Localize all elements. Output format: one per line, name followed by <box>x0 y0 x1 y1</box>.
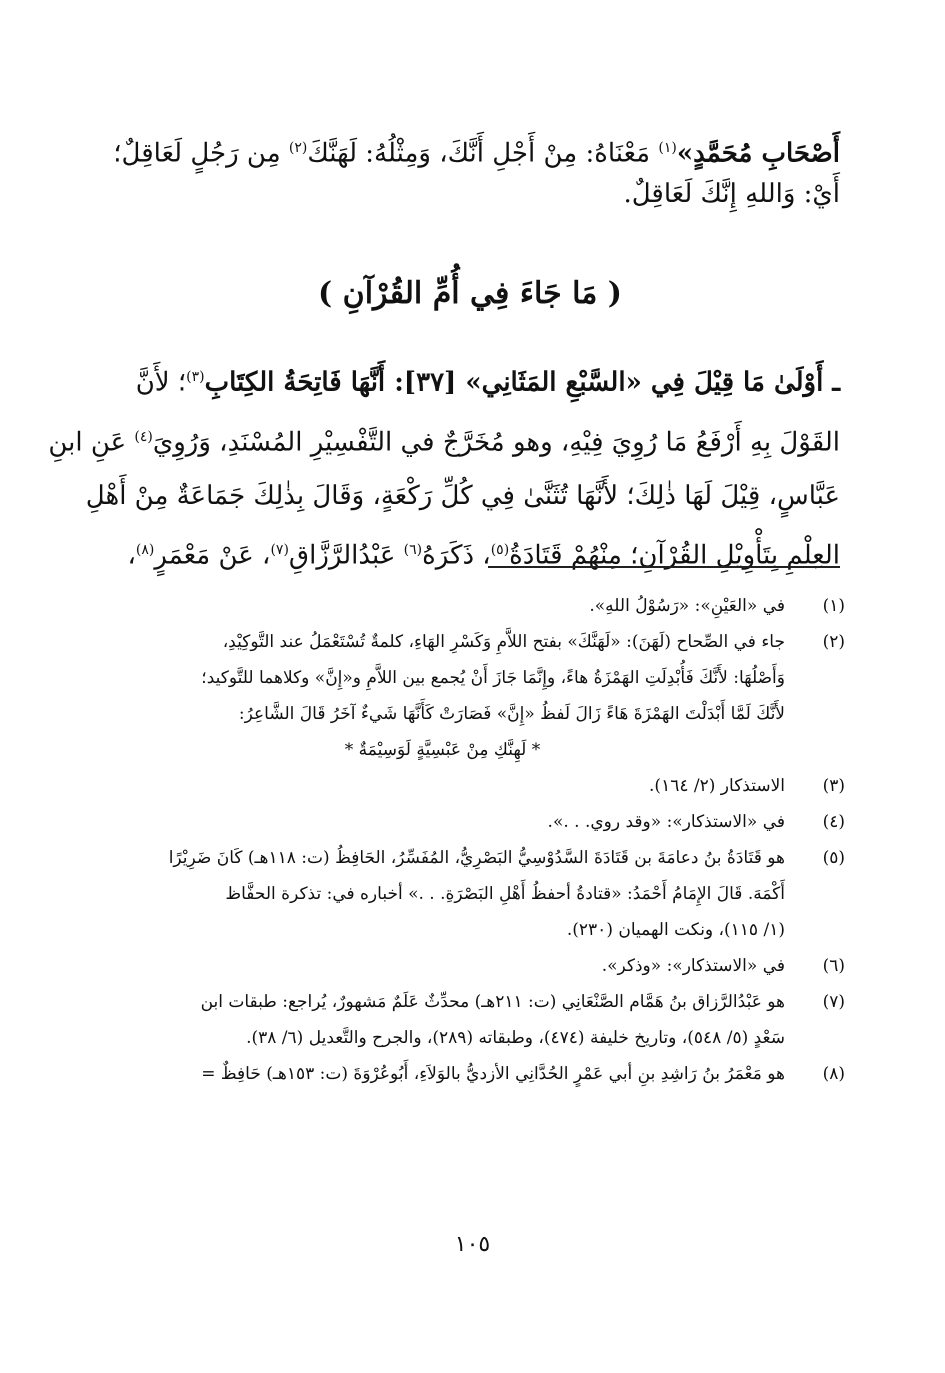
footnote-line: وَأَصْلُهَا: لأَنَّكَ فَأُبْدِلَتِ الهَمْزَةُ هاءً، وإِنَّمَا جَازَ أَنْ يُجمع بين اللاَّمِ و«إِنَّ» وكلاهما للتَّوكيد؛ <box>201 668 785 688</box>
footnote-number: (٣) <box>822 776 845 796</box>
footnote-line: أَكْمَهَ. قَالَ الإِمَامُ أَحْمَدُ: «قتادةُ أحفظُ أَهْلِ البَصْرَةِ. . .» أخباره في: تذكرة الحفَّاظ <box>225 884 785 904</box>
body-text: عَنِ ابنِ <box>48 427 135 458</box>
footnote-line: لأَنَّكَ لَمَّا أَبْدَلْتَ الهَمْزَةَ هَاءً زَالَ لَفظُ «إِنَّ» فَصَارَتْ كَأَنَّهَا شَيءٌ آخَرُ قَالَ الشَّاعِرُ: <box>238 704 785 724</box>
footnote-number: (٢) <box>822 632 845 652</box>
footnote-number: (٦) <box>822 956 845 976</box>
footnote-ref[interactable]: (١) <box>658 140 677 156</box>
footnote-4 <box>100 804 845 840</box>
body-line-2 <box>48 410 840 470</box>
footnote-7 <box>100 984 845 1056</box>
intro-lead: أَصْحَابِ مُحَمَّدٍ» <box>676 138 840 169</box>
section-heading: ( مَا جَاءَ فِي أُمِّ القُرْآنِ ) <box>318 276 622 311</box>
footnote-text <box>100 1056 785 1092</box>
footnote-ref[interactable]: (٦) <box>403 542 423 559</box>
footnote-line: في «الاستذكار»: «وذكر». <box>601 956 785 976</box>
body-line-1 <box>100 350 840 410</box>
footnote-line: في «العَيْنِ»: «رَسُوْلُ اللهِ». <box>589 596 785 616</box>
footnote-text <box>100 768 785 804</box>
body-text: عَبْدُالرَّزَّاقِ <box>288 540 404 571</box>
footnote-ref[interactable]: (٥) <box>490 542 510 559</box>
body-text: ، عَنْ مَعْمَرٍ <box>154 540 271 571</box>
body-text: ، <box>127 540 136 571</box>
footnote-line: جاء في الصِّحاح (لَهَنَ): «لَهَنَّكَ» بفتح اللاَّمِ وَكَسْرِ الهَاءِ، كلمةٌ تُسْتَعْمَلُ عند التَّوكِيْدِ، <box>222 632 785 652</box>
body-line-3: عَبَّاسٍ، قِيْلَ لَهَا ذٰلِكَ؛ لأَنَّهَا تُثَنَّىٰ فِي كُلِّ رَكْعَةٍ، وَقَالَ بِذٰلِكَ جَمَاعَةٌ مِنْ أَهْلِ <box>85 481 840 512</box>
footnote-8 <box>100 1056 845 1092</box>
intro-text: مِن رَجُلٍ لَعَاقِلٌ؛ <box>113 138 289 169</box>
footnote-ref[interactable]: (٧) <box>270 542 289 559</box>
footnote-text <box>100 840 785 948</box>
footnote-number: (٤) <box>822 812 845 832</box>
footnote-2 <box>100 624 845 768</box>
footnote-6 <box>100 948 845 984</box>
intro-line-2: أَيْ: وَاللهِ إِنَّكَ لَعَاقِلٌ. <box>623 178 840 209</box>
poetry-verse: * لَهِنَّكِ مِنْ عَبْسِيَّةٍ لَوَسِيْمَةٌ * <box>344 740 541 760</box>
footnote-ref[interactable]: (٣) <box>186 369 205 385</box>
footnote-line: الاستذكار (٢/ ١٦٤). <box>649 776 785 796</box>
footnote-line: سَعْدٍ (٥/ ٥٤٨)، وتاريخ خليفة (٤٧٤)، وطبقاته (٢٨٩)، والجرح والتَّعديل (٦/ ٣٨). <box>246 1028 785 1048</box>
footnotes-section <box>100 588 845 1092</box>
body-text: العِلْمِ بِتَأْوِيْلِ القُرْآنِ؛ مِنْهُمْ قَتَادَةُ <box>509 540 840 571</box>
footnote-text <box>100 948 785 984</box>
footnote-text <box>100 984 785 1056</box>
intro-line-1 <box>100 128 840 174</box>
intro-text: مَعْنَاهُ: مِنْ أَجْلِ أَنَّكَ، وَمِثْلُهُ: لَهَنَّكَ <box>307 138 659 169</box>
footnote-line: هو عَبْدُالرَّزاق بنُ هَمَّام الصَّنْعَانِي (ت: ٢١١هـ) محدِّثٌ عَلَمٌ مَشهورٌ، يُراجع: طبقات ابن <box>200 992 785 1012</box>
footnote-ref[interactable]: (٢) <box>288 140 308 156</box>
body-line-4 <box>100 523 840 583</box>
footnote-1 <box>100 588 845 624</box>
body-paragraph <box>48 350 840 583</box>
footnote-number: (٥) <box>822 848 845 868</box>
footnote-text <box>100 804 785 840</box>
footnote-line: هو قَتَادَةُ بنُ دعامَةَ بن قَتَادَةَ السَّدُوْسِيُّ البَصْرِيُّ، المُفَسِّرُ، الحَافِظُ (ت: ١١٨هـ) كَانَ ضَرِيْرًا <box>168 848 785 868</box>
body-text: ، ذَكَرَهُ <box>422 540 491 571</box>
intro-paragraph <box>100 128 840 214</box>
page-number: ١٠٥ <box>454 1232 491 1257</box>
footnote-number: (٨) <box>822 1064 845 1084</box>
footnote-line: هو مَعْمَرُ بنُ رَاشِدِ بنِ أبي عَمْرٍ الحُدَّانِي الأزديُّ بالوَلاَءِ، أَبُوعُرْوَةَ (ت: ١٥٣هـ) حَافِظٌ = <box>201 1064 785 1084</box>
body-text: القَوْلَ بِهِ أَرْفَعُ مَا رُوِيَ فِيْهِ، وهو مُخَرَّجٌ في التَّفْسِيْرِ المُسْنَدِ، وَرُوِيَ <box>152 427 840 458</box>
footnote-number: (٧) <box>822 992 845 1012</box>
footnote-line: (١/ ١١٥)، ونكت الهميان (٢٣٠). <box>566 920 785 940</box>
footnote-ref[interactable]: (٨) <box>135 542 155 559</box>
footnote-divider <box>488 566 840 568</box>
footnote-3 <box>100 768 845 804</box>
footnote-5 <box>100 840 845 948</box>
body-text: ـ أَوْلَىٰ مَا قِيْلَ فِي «السَّبْعِ المَثَانِي» [٣٧]: أَنَّهَا فَاتِحَةُ الكِتَابِ <box>204 367 840 398</box>
footnote-number: (١) <box>822 596 845 616</box>
footnote-text <box>100 624 785 768</box>
footnote-ref[interactable]: (٤) <box>134 428 153 445</box>
body-text: ؛ لأَنَّ <box>135 367 187 398</box>
footnote-text <box>100 588 785 624</box>
footnote-line: في «الاستذكار»: «وقد روي. . .». <box>547 812 785 832</box>
